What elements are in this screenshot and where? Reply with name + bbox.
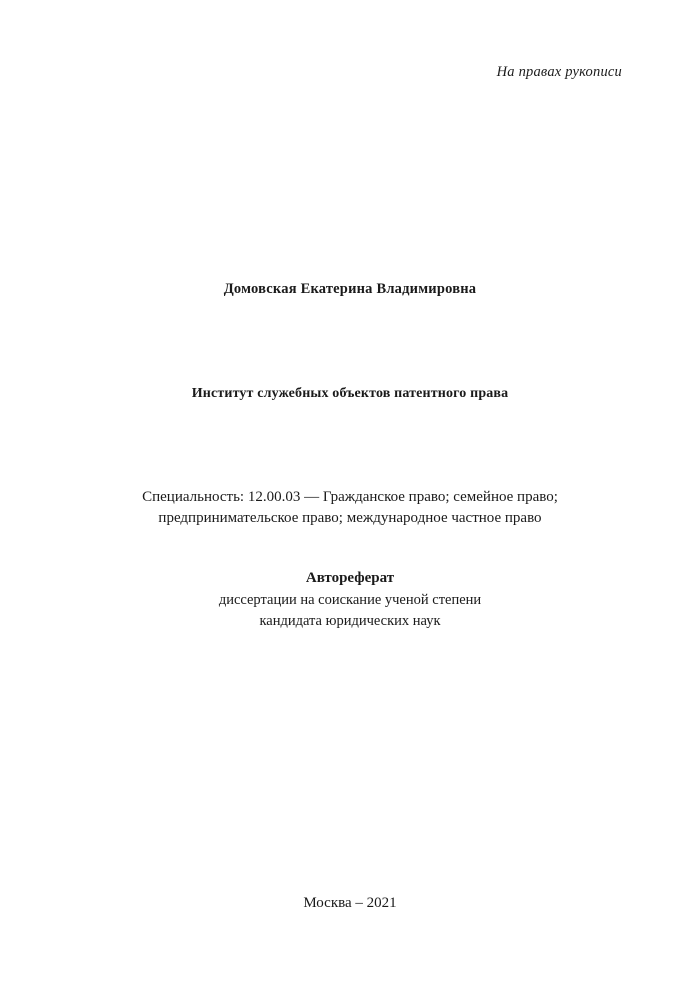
specialty-block <box>90 487 610 530</box>
author-name: Домовская Екатерина Владимировна <box>223 281 477 297</box>
specialty-line-1: Специальность: 12.00.03 — Гражданское право; семейное право; <box>142 489 558 505</box>
specialty-line-2: предпринимательское право; международное частное право <box>158 510 542 527</box>
dissertation-title: Институт служебных объектов патентного права <box>191 386 509 401</box>
abstract-block <box>0 570 700 632</box>
abstract-line-2: кандидата юридических наук <box>259 613 441 630</box>
place-and-year: Москва – 2021 <box>303 895 397 911</box>
abstract-line-1: диссертации на соискание ученой степени <box>218 592 482 608</box>
abstract-heading: Автореферат <box>305 570 395 586</box>
manuscript-note: На правах рукописи <box>496 64 622 80</box>
